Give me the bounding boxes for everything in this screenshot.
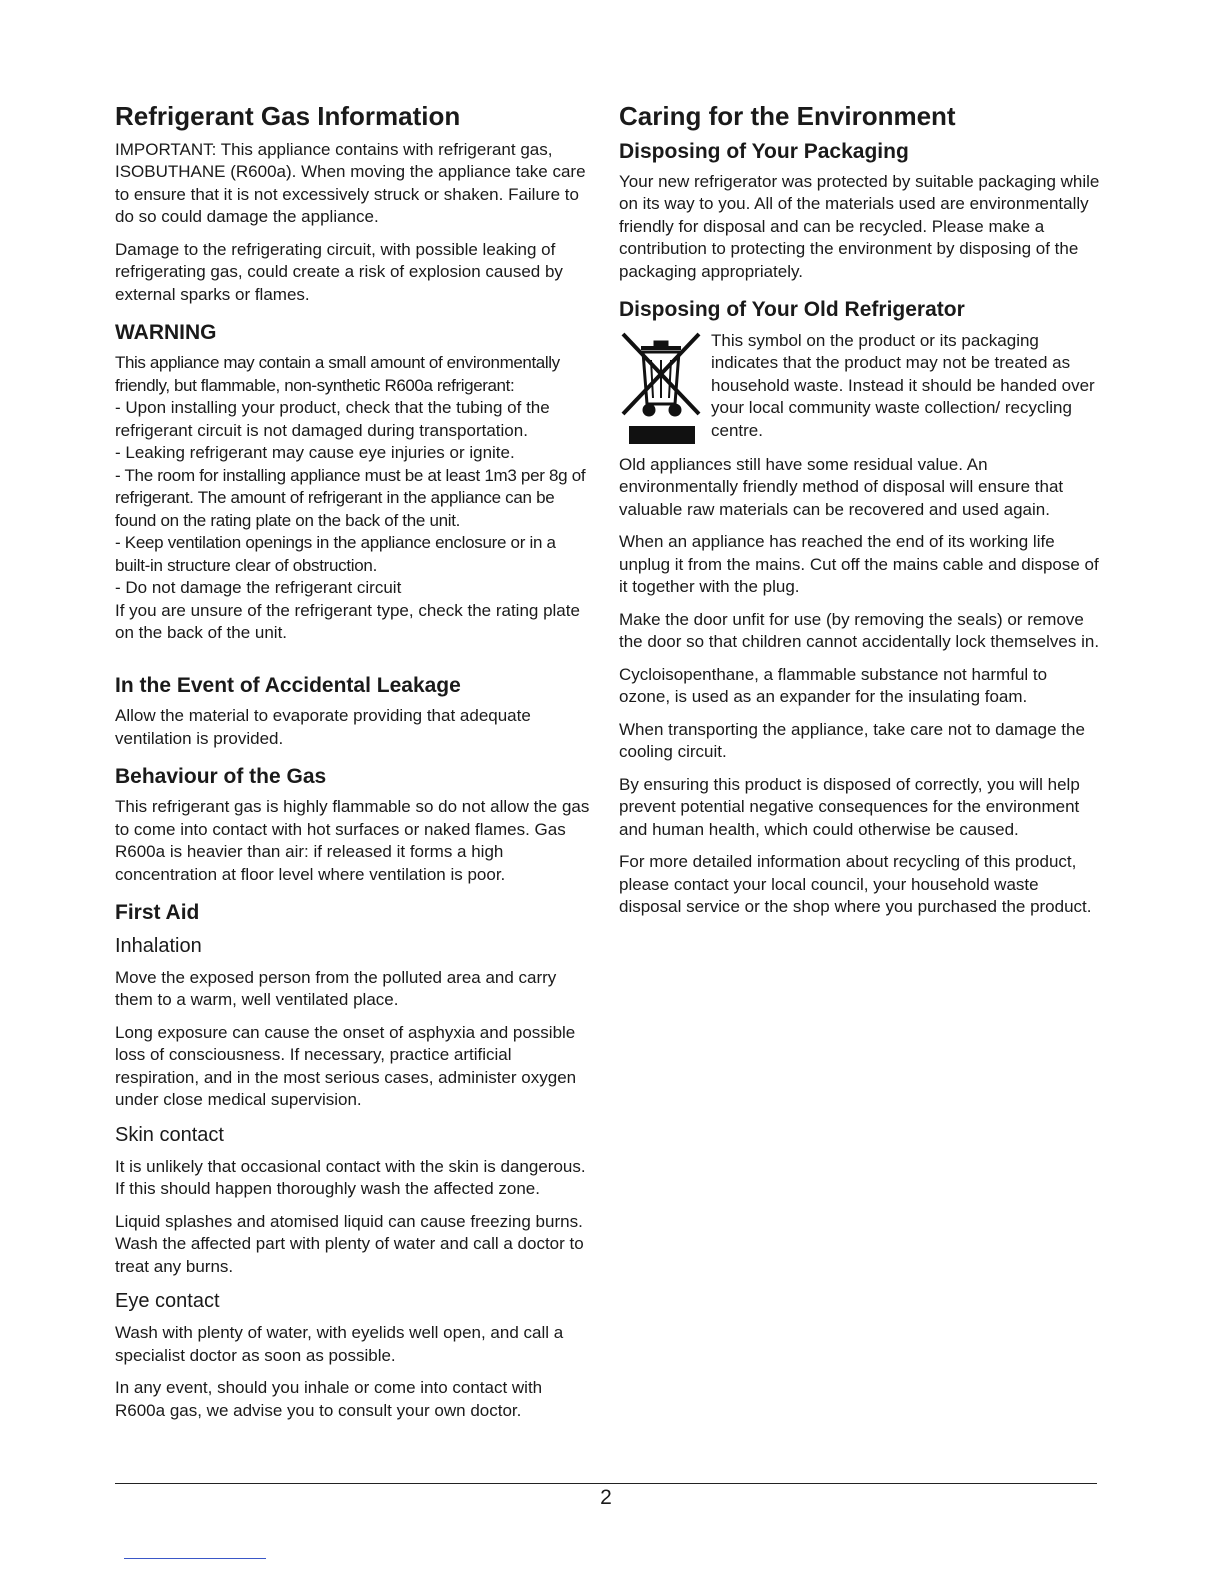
leakage-heading: In the Event of Accidental Leakage (115, 673, 461, 697)
old-fridge-paragraph: For more detailed information about recycling of this product, please contact your local council, your household waste disposal service or the shop where you purchased the product. (619, 852, 1092, 916)
inhalation-paragraph: Long exposure can cause the onset of asphyxia and possible loss of consciousness. If necessary, practice artificial respiration, and in the most serious cases, administer oxygen under close medical supervision. (115, 1022, 577, 1109)
inhalation-heading: Inhalation (115, 934, 202, 957)
intro-paragraph-1: IMPORTANT: This appliance contains with refrigerant gas, ISOBUTHANE (R600a). When moving the appliance take care to ensure that it is not excessively struck or shaken. Failure to do so could damage the appliance. (115, 139, 586, 226)
warning-line: - Leaking refrigerant may cause eye injuries or ignite. (115, 443, 515, 463)
warning-line: - The room for installing appliance must be at least 1m3 per 8g of refrigerant. The amount of refrigerant in the appliance can be found on the rating plate on the back of the unit. (115, 465, 586, 530)
eye-contact-heading: Eye contact (115, 1290, 220, 1312)
inhalation-paragraph: Move the exposed person from the polluted area and carry them to a warm, well ventilated place. (115, 967, 557, 1009)
old-fridge-paragraph: Cycloisopenthane, a flammable substance not harmful to ozone, is used as an expander for the insulating foam. (619, 664, 1048, 706)
weee-notice (619, 330, 1101, 446)
crossed-out-bin-icon (619, 330, 703, 446)
page-number: 2 (600, 1486, 612, 1509)
refrigerant-gas-title: Refrigerant Gas Information (115, 101, 461, 131)
old-fridge-paragraph: Old appliances still have some residual value. An environmentally friendly method of disposal will ensure that valuable raw materials can be recovered and used again. (619, 454, 1064, 519)
packaging-heading: Disposing of Your Packaging (619, 139, 909, 163)
right-column (619, 100, 1101, 929)
skin-contact-paragraph: Liquid splashes and atomised liquid can cause freezing burns. Wash the affected part with plenty of water and call a doctor to treat any burns. (115, 1211, 584, 1276)
leakage-text: Allow the material to evaporate providing that adequate ventilation is provided. (115, 706, 531, 748)
intro-paragraph-2: Damage to the refrigerating circuit, with possible leaking of refrigerating gas, could create a risk of explosion caused by external sparks or flames. (115, 239, 563, 304)
old-fridge-paragraph: When transporting the appliance, take care not to damage the cooling circuit. (619, 719, 1085, 761)
warning-line: - Upon installing your product, check that the tubing of the refrigerant circuit is not damaged during transportation. (115, 398, 550, 440)
behaviour-text: This refrigerant gas is highly flammable so do not allow the gas to come into contact with hot surfaces or naked flames. Gas R600a is heavier than air: if released it forms a high concentration at floor level where ventilation is poor. (115, 797, 590, 884)
old-fridge-paragraph: By ensuring this product is disposed of correctly, you will help prevent potential negative consequences for the environment and human health, which could otherwise be caused. (619, 774, 1080, 839)
skin-contact-paragraph: It is unlikely that occasional contact with the skin is dangerous. If this should happen thoroughly wash the affected zone. (115, 1156, 586, 1198)
eye-contact-paragraph: In any event, should you inhale or come into contact with R600a gas, we advise you to consult your own doctor. (115, 1378, 543, 1420)
warning-line: If you are unsure of the refrigerant type, check the rating plate on the back of the unit. (115, 600, 580, 643)
old-fridge-heading: Disposing of Your Old Refrigerator (619, 298, 965, 322)
eye-contact-paragraph: Wash with plenty of water, with eyelids well open, and call a specialist doctor as soon as possible. (115, 1323, 564, 1365)
environment-title: Caring for the Environment (619, 101, 956, 131)
weee-symbol-text: This symbol on the product or its packaging indicates that the product may not be treated as household waste. Instead it should be handed over your local community waste collection/ recycling centre. (711, 330, 1095, 440)
warning-line: - Do not damage the refrigerant circuit (115, 578, 402, 598)
warning-list (115, 352, 595, 645)
packaging-text: Your new refrigerator was protected by suitable packaging while on its way to you. All of the materials used are environmentally friendly for disposal and can be recycled. Please make a contribution to protecting the environment by disposing of the packaging appropriately. (619, 171, 1100, 281)
warning-line: This appliance may contain a small amount of environmentally friendly, but flammable, non-synthetic R600a refrigerant: (115, 353, 560, 395)
skin-contact-heading: Skin contact (115, 1123, 224, 1146)
left-column (115, 100, 595, 1432)
warning-line: - Keep ventilation openings in the appliance enclosure or in a built-in structure clear of obstruction. (115, 533, 556, 575)
footer-link-underline (124, 1558, 266, 1559)
old-fridge-paragraph: Make the door unfit for use (by removing the seals) or remove the door so that children cannot accidentally lock themselves in. (619, 609, 1100, 651)
warning-heading: WARNING (115, 321, 217, 344)
first-aid-heading: First Aid (115, 901, 200, 925)
old-fridge-paragraph: When an appliance has reached the end of its working life unplug it from the mains. Cut off the mains cable and dispose of it together with the plug. (619, 532, 1099, 596)
behaviour-heading: Behaviour of the Gas (115, 765, 327, 788)
footer-divider (115, 1483, 1097, 1484)
